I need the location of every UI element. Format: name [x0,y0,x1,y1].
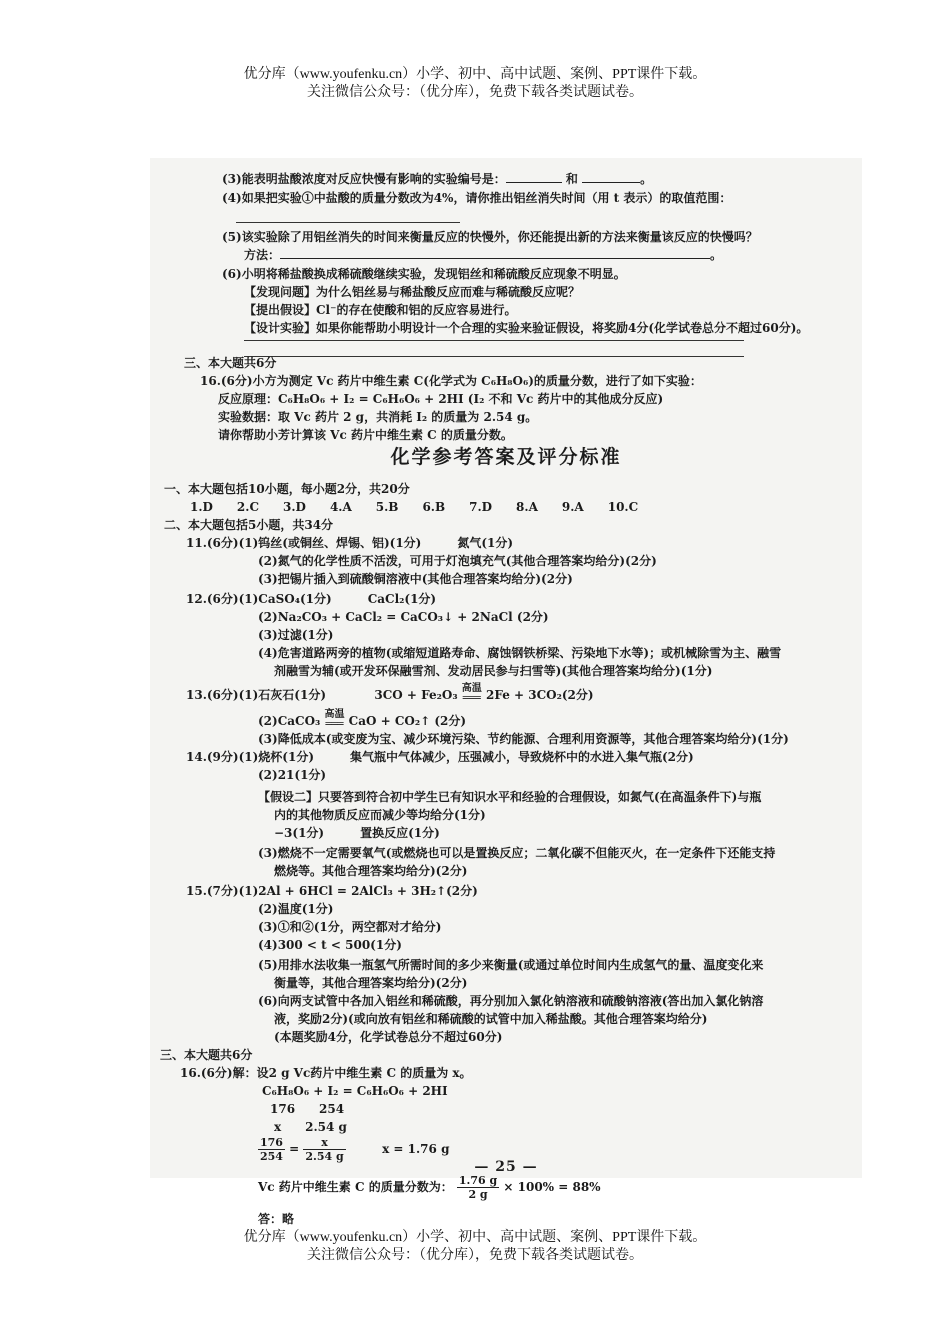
answer-14-2: (2)21(1分) [258,768,327,782]
answer-15-1: 15.(7分)(1)2Al + 6HCl = 2AlCl₃ + 3H₂↑(2分) [186,884,478,898]
equation-arrow: 高温 ═══ [324,709,345,730]
answer-key-title: 化学参考答案及评分标准 [390,446,622,468]
answer-15-7: (6)向两支试管中各加入铝丝和稀硫酸，再分别加入氯化钠溶液和硫酸钠溶液(答出加入氯化钠溶 [258,994,764,1008]
answer-15-4: (4)300 < t < 500(1分) [258,938,402,952]
question-4: (4)如果把实验①中盐酸的质量分数改为4%，请你推出铝丝消失时间（用 t 表示）的取值范围： [222,191,732,205]
equation-right: CaO + CO₂↑ (2分) [348,714,467,728]
percentage-label: Vc 药片中维生素 C 的质量分数为： [258,1180,453,1194]
answer-14-6: (3)燃烧不一定需要氧气(或燃烧也可以是置换反应；二氧化碳不但能灭火，在一定条件下还能支持 [258,846,776,860]
answer-14-5: −3(1分) 置换反应(1分) [274,826,440,840]
answer-15-6: 衡量等，其他合理答案均给分)(2分) [274,976,468,990]
multiple-choice-answers: 1.D 2.C 3.D 4.A 5.B 6.B 7.D 8.A 9.A 10.C [190,500,639,514]
answer-section-3: 三、本大题共6分 [160,1048,253,1062]
answer-15-3: (3)①和②(1分，两空都对才给分) [258,920,442,934]
fraction-denominator: 254 [260,1150,283,1163]
answer-16-equation: C₆H₈O₆ + I₂ = C₆H₆O₆ + 2HI [262,1084,448,1098]
equation-arrow: 高温 ═══ [461,683,482,704]
answer-16-1: 16.(6分)解：设2 g Vc药片中维生素 C 的质量为 x。 [180,1066,472,1080]
question-6-design: 【设计实验】如果你能帮助小明设计一个合理的实验来验证假设，将奖励4分(化学试卷总分不超过60分)。 [244,321,809,335]
question-16-line-3: 实验数据：取 Vc 药片 2 g，共消耗 I₂ 的质量为 2.54 g。 [218,410,538,424]
question-5-method: 方法： 。 [244,248,723,262]
fraction-numerator: 176 [260,1136,283,1149]
answer-section-2: 二、本大题包括5小题，共34分 [164,518,334,532]
answer-15-9: (本题奖励4分，化学试卷总分不超过60分) [274,1030,503,1044]
question-3-text: (3)能表明盐酸浓度对反应快慢有影响的实验编号是： [222,172,506,186]
reaction-condition: 高温 [461,683,482,694]
fraction-176g-2g [457,1174,499,1201]
equals-sign: = [289,1142,300,1156]
answer-line [236,222,460,223]
question-6-problem: 【发现问题】为什么铝丝易与稀盐酸反应而难与稀硫酸反应呢？ [244,285,581,299]
answer-15-2: (2)温度(1分) [258,902,334,916]
answer-16-molar-mass: 176 254 [270,1102,345,1116]
question-16-line-1: 16.(6分)小方为测定 Vc 药片中维生素 C(化学式为 C₆H₈O₆)的质量分数，进行了如下实验： [200,374,702,388]
page-number: — 25 — [474,1159,538,1175]
answer-11-2: (2)氮气的化学性质不活泼，可用于灯泡填充气(其他合理答案均给分)(2分) [258,554,657,568]
question-3: (3)能表明盐酸浓度对反应快慢有影响的实验编号是： 和 。 [222,172,653,186]
reaction-condition: 高温 [324,709,345,720]
answer-16-x-value: x = 1.76 g [382,1142,450,1156]
question-3-and: 和 [565,172,578,186]
answer-15-8: 液，奖励2分)(或向放有铝丝和稀硫酸的试管中加入稀盐酸。其他合理答案均给分) [274,1012,708,1026]
scanned-page [150,158,862,1226]
answer-16-conclusion: 答：略 [258,1212,295,1226]
answer-15-5: (5)用排水法收集一瓶氢气所需时间的多少来衡量(或通过单位时间内生成氢气的量、温度变化来 [258,958,764,972]
answer-12-2: (2)Na₂CO₃ + CaCl₂ = CaCO₃↓ + 2NaCl (2分) [258,610,549,624]
header-line-2: 关注微信公众号：（优分库），免费下载各类试题试卷。 [307,85,643,100]
fraction-numerator: 1.76 g [458,1174,498,1187]
question-5: (5)该实验除了用铝丝消失的时间来衡量反应的快慢外，你还能提出新的方法来衡量该反应的快慢吗？ [222,230,758,244]
answer-16-masses: x 2.54 g [274,1120,347,1134]
question-5-method-label: 方法： [244,248,281,262]
answer-12-5: 剂融雪为辅(或开发环保融雪剂、发动居民参与扫雪等)(其他合理答案均给分)(1分) [274,664,713,678]
answer-line [244,356,744,357]
percentage-result: × 100% = 88% [503,1180,601,1194]
fraction-denominator: 2 g [468,1188,488,1201]
answer-11-1: 11.(6分)(1)钨丝(或铜丝、焊锡、铝)(1分) 氮气(1分) [186,536,514,550]
answer-13-3: (3)降低成本(或变废为宝、减少环境污染、节约能源、合理利用资源等，其他合理答案均给分)(1分) [258,732,789,746]
answer-line [244,340,744,341]
answer-16-percentage [258,1174,601,1201]
answer-13-1a: 13.(6分)(1)石灰石(1分) [186,688,326,702]
answer-blank [506,170,562,183]
answer-blank [280,246,710,259]
equation-left: (2)CaCO₃ [258,714,321,728]
header-banner [0,66,950,102]
section-3-heading: 三、本大题共6分 [184,356,277,370]
answer-14-1: 14.(9分)(1)烧杯(1分) 集气瓶中气体减少，压强减小，导致烧杯中的水进入集气瓶(2分) [186,750,694,764]
footer-banner [0,1229,950,1265]
footer-line-1: 优分库（www.youfenku.cn）小学、初中、高中试题、案例、PPT课件下载。 [243,1230,707,1245]
equation-left: 3CO + Fe₂O₃ [374,688,458,702]
answer-14-4: 内的其他物质反应而减少等均给分(1分) [274,808,486,822]
answer-12-1: 12.(6分)(1)CaSO₄(1分) CaCl₂(1分) [186,592,437,606]
footer-line-2: 关注微信公众号：（优分库），免费下载各类试题试卷。 [307,1248,643,1263]
equation-right: 2Fe + 3CO₂(2分) [485,688,594,702]
question-6: (6)小明将稀盐酸换成稀硫酸继续实验，发现铝丝和稀硫酸反应现象不明显。 [222,267,626,281]
fraction-denominator: 2.54 g [305,1150,344,1163]
answer-13-2 [258,710,466,730]
answer-14-7: 燃烧等。其他合理答案均给分)(2分) [274,864,468,878]
answer-14-3: 【假设二】只要答到符合初中学生已有知识水平和经验的合理假设，如氮气(在高温条件下)与瓶 [258,790,762,804]
header-line-1: 优分库（www.youfenku.cn）小学、初中、高中试题、案例、PPT课件下载。 [243,67,707,82]
answer-section-1: 一、本大题包括10小题，每小题2分，共20分 [164,482,410,496]
answer-12-3: (3)过滤(1分) [258,628,334,642]
answer-12-4: (4)危害道路两旁的植物(或缩短道路寿命、腐蚀钢铁桥梁、污染地下水等)；或机械除雪为主、融雪 [258,646,782,660]
question-6-hypothesis: 【提出假设】Cl⁻的存在使酸和铝的反应容易进行。 [244,303,517,317]
question-16-line-4: 请你帮助小芳计算该 Vc 药片中维生素 C 的质量分数。 [218,428,513,442]
answer-blank [582,170,640,183]
answer-11-3: (3)把锡片插入到硫酸铜溶液中(其他合理答案均给分)(2分) [258,572,573,586]
question-16-line-2: 反应原理：C₆H₈O₆ + I₂ = C₆H₆O₆ + 2HI (I₂ 不和 Vc 药片中的其他成分反应) [218,392,664,406]
fraction-numerator: x [303,1136,345,1150]
answer-13-1 [186,684,594,704]
